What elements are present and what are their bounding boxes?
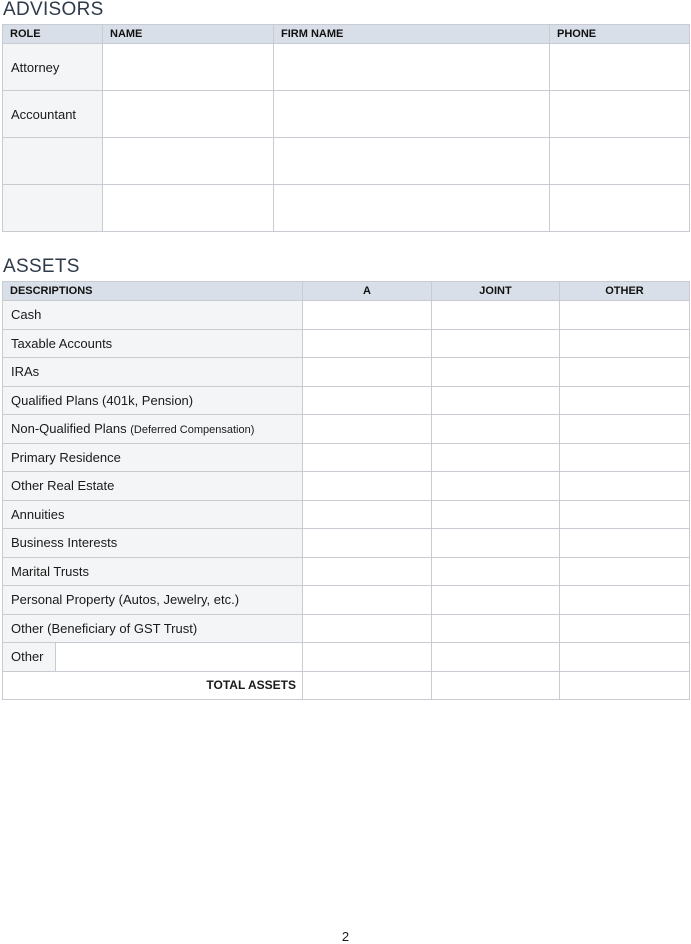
page-number: 2 xyxy=(341,929,350,944)
advisor-row-attorney xyxy=(3,44,690,91)
asset-row xyxy=(3,614,690,643)
header-phone: PHONE xyxy=(550,25,690,44)
asset-description: Qualified Plans (401k, Pension) xyxy=(3,386,303,415)
asset-a-cell[interactable] xyxy=(303,443,432,472)
asset-row xyxy=(3,301,690,330)
asset-row xyxy=(3,472,690,501)
header-descriptions: DESCRIPTIONS xyxy=(3,282,303,301)
asset-description: IRAs xyxy=(3,358,303,387)
asset-other-cell[interactable] xyxy=(560,472,690,501)
asset-joint-cell[interactable] xyxy=(432,500,560,529)
asset-a-cell[interactable] xyxy=(303,329,432,358)
asset-description xyxy=(3,415,303,444)
asset-other-label: Other xyxy=(3,643,56,671)
asset-a-cell[interactable] xyxy=(303,301,432,330)
asset-joint-cell[interactable] xyxy=(432,386,560,415)
asset-joint-cell[interactable] xyxy=(432,586,560,615)
asset-description: Personal Property (Autos, Jewelry, etc.) xyxy=(3,586,303,615)
asset-description: Primary Residence xyxy=(3,443,303,472)
asset-other-cell[interactable] xyxy=(560,614,690,643)
advisor-role-cell[interactable] xyxy=(3,185,103,232)
asset-other-cell[interactable] xyxy=(560,557,690,586)
asset-other-description xyxy=(3,643,303,672)
asset-a-cell[interactable] xyxy=(303,415,432,444)
asset-a-cell[interactable] xyxy=(303,643,432,672)
advisor-phone-cell[interactable] xyxy=(550,44,690,91)
advisor-name-cell[interactable] xyxy=(103,91,274,138)
advisor-firm-cell[interactable] xyxy=(274,44,550,91)
asset-a-cell[interactable] xyxy=(303,557,432,586)
asset-other-cell[interactable] xyxy=(560,500,690,529)
asset-a-cell[interactable] xyxy=(303,386,432,415)
total-other-cell[interactable] xyxy=(560,671,690,700)
asset-row xyxy=(3,358,690,387)
asset-other-cell[interactable] xyxy=(560,386,690,415)
advisor-firm-cell[interactable] xyxy=(274,138,550,185)
asset-other-cell[interactable] xyxy=(560,443,690,472)
asset-joint-cell[interactable] xyxy=(432,529,560,558)
advisor-row-blank xyxy=(3,138,690,185)
asset-joint-cell[interactable] xyxy=(432,472,560,501)
advisor-row-accountant xyxy=(3,91,690,138)
asset-joint-cell[interactable] xyxy=(432,358,560,387)
asset-description: Annuities xyxy=(3,500,303,529)
asset-other-cell[interactable] xyxy=(560,301,690,330)
asset-row xyxy=(3,443,690,472)
asset-other-cell[interactable] xyxy=(560,586,690,615)
asset-row xyxy=(3,500,690,529)
header-name: NAME xyxy=(103,25,274,44)
asset-description: Other Real Estate xyxy=(3,472,303,501)
asset-total-row xyxy=(3,671,690,700)
asset-joint-cell[interactable] xyxy=(432,643,560,672)
advisor-firm-cell[interactable] xyxy=(274,91,550,138)
asset-a-cell[interactable] xyxy=(303,586,432,615)
assets-title: ASSETS xyxy=(3,256,80,277)
asset-a-cell[interactable] xyxy=(303,614,432,643)
header-role: ROLE xyxy=(3,25,103,44)
advisor-role-cell[interactable] xyxy=(3,138,103,185)
asset-other-cell[interactable] xyxy=(560,329,690,358)
asset-description: Other (Beneficiary of GST Trust) xyxy=(3,614,303,643)
advisors-title: ADVISORS xyxy=(3,0,104,20)
advisor-name-cell[interactable] xyxy=(103,185,274,232)
advisor-phone-cell[interactable] xyxy=(550,185,690,232)
asset-other-cell[interactable] xyxy=(560,358,690,387)
asset-other-cell[interactable] xyxy=(560,643,690,672)
header-other: OTHER xyxy=(560,282,690,301)
header-a: A xyxy=(303,282,432,301)
asset-row-other xyxy=(3,643,690,672)
asset-a-cell[interactable] xyxy=(303,500,432,529)
advisor-row-blank xyxy=(3,185,690,232)
advisor-name-cell[interactable] xyxy=(103,138,274,185)
total-assets-label: TOTAL ASSETS xyxy=(3,671,303,700)
asset-a-cell[interactable] xyxy=(303,358,432,387)
asset-joint-cell[interactable] xyxy=(432,329,560,358)
advisor-firm-cell[interactable] xyxy=(274,185,550,232)
advisor-role-cell: Accountant xyxy=(3,91,103,138)
asset-description-label: Non-Qualified Plans xyxy=(11,421,127,437)
asset-joint-cell[interactable] xyxy=(432,443,560,472)
asset-row xyxy=(3,586,690,615)
asset-row xyxy=(3,529,690,558)
asset-description: Taxable Accounts xyxy=(3,329,303,358)
asset-joint-cell[interactable] xyxy=(432,614,560,643)
asset-description: Cash xyxy=(3,301,303,330)
asset-joint-cell[interactable] xyxy=(432,557,560,586)
advisor-phone-cell[interactable] xyxy=(550,91,690,138)
asset-description: Marital Trusts xyxy=(3,557,303,586)
asset-other-cell[interactable] xyxy=(560,415,690,444)
asset-row xyxy=(3,557,690,586)
advisors-header-row xyxy=(3,25,690,44)
assets-table xyxy=(2,281,690,700)
asset-description: Business Interests xyxy=(3,529,303,558)
asset-other-cell[interactable] xyxy=(560,529,690,558)
asset-description-note: (Deferred Compensation) xyxy=(130,424,255,437)
asset-joint-cell[interactable] xyxy=(432,415,560,444)
advisor-phone-cell[interactable] xyxy=(550,138,690,185)
header-joint: JOINT xyxy=(432,282,560,301)
advisors-table xyxy=(2,24,690,232)
asset-a-cell[interactable] xyxy=(303,472,432,501)
assets-header-row xyxy=(3,282,690,301)
asset-row xyxy=(3,415,690,444)
asset-row xyxy=(3,329,690,358)
asset-a-cell[interactable] xyxy=(303,529,432,558)
total-joint-cell[interactable] xyxy=(432,671,560,700)
advisor-name-cell[interactable] xyxy=(103,44,274,91)
asset-joint-cell[interactable] xyxy=(432,301,560,330)
total-a-cell[interactable] xyxy=(303,671,432,700)
asset-other-input[interactable] xyxy=(56,643,302,671)
asset-row xyxy=(3,386,690,415)
header-firm-name: FIRM NAME xyxy=(274,25,550,44)
advisor-role-cell: Attorney xyxy=(3,44,103,91)
